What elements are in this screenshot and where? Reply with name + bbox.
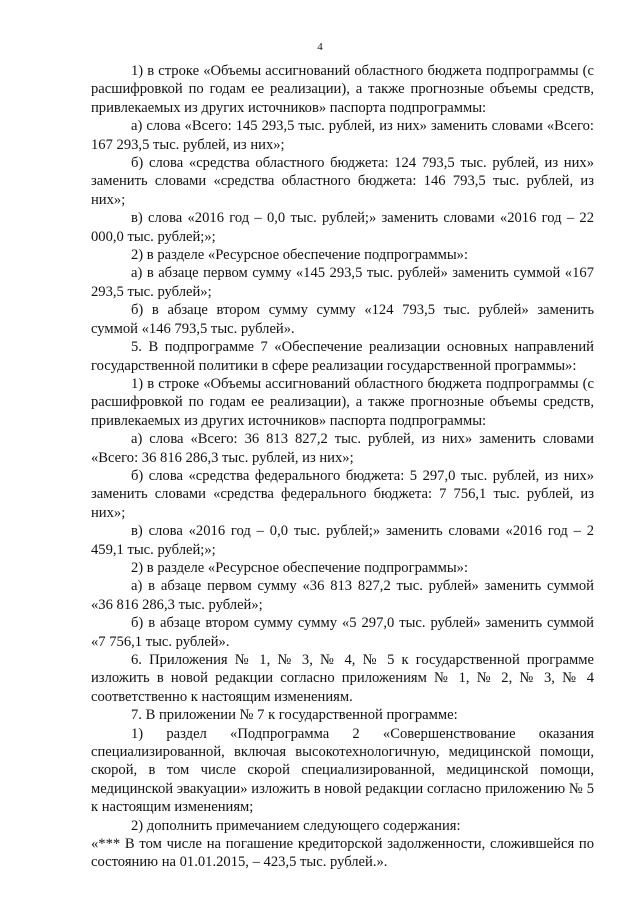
paragraph: а) в абзаце первом сумму «36 813 827,2 тыс. рублей» заменить суммой «36 816 286,3 тыс. рублей»; [91,578,594,613]
paragraph: б) слова «средства федерального бюджета: 5 297,0 тыс. рублей, из них» заменить словами «средства федерального бюджета: 7 756,1 тыс. рублей, из них»; [91,467,594,521]
paragraph: б) слова «средства областного бюджета: 124 793,5 тыс. рублей, из них» заменить словами «средства областного бюджета: 146 793,5 тыс. рублей, из них»; [91,155,594,208]
paragraph: 7. В приложении № 7 к государственной программе: [131,707,458,724]
paragraph: 2) дополнить примечанием следующего содержания: [131,817,461,834]
paragraph: а) слова «Всего: 36 813 827,2 тыс. рублей, из них» заменить словами «Всего: 36 816 286,3 тыс. рублей, из них»; [91,431,594,466]
paragraph: б) в абзаце втором сумму сумму «124 793,5 тыс. рублей» заменить суммой «146 793,5 тыс. рублей». [91,302,594,337]
paragraph: в) слова «2016 год – 0,0 тыс. рублей;» заменить словами «2016 год – 2 459,1 тыс. рублей;»; [91,523,594,558]
paragraph: 1) в строке «Объемы ассигнований областного бюджета подпрограммы (с расшифровкой по годам ее реализации), а также прогнозные объемы средств, привлекаемых из других источников» паспорта подпрограммы: [91,63,594,116]
paragraph: а) в абзаце первом сумму «145 293,5 тыс. рублей» заменить суммой «167 293,5 тыс. рублей»; [91,265,594,300]
paragraph: «*** В том числе на погашение кредиторской задолженности, сложившейся по состоянию на 01.01.2015, – 423,5 тыс. рублей.». [91,836,594,871]
paragraph: в) слова «2016 год – 0,0 тыс. рублей;» заменить словами «2016 год – 22 000,0 тыс. рублей;»; [91,210,594,245]
paragraph: 6. Приложения № 1, № 3, № 4, № 5 к государственной программе изложить в новой редакции согласно приложениям № 1, № 2, № 3, № 4 соответственно к настоящим изменениям. [91,652,594,705]
paragraph: 2) в разделе «Ресурсное обеспечение подпрограммы»: [131,559,468,576]
paragraph: а) слова «Всего: 145 293,5 тыс. рублей, из них» заменить словами «Всего: 167 293,5 тыс. рублей, из них»; [91,118,594,153]
paragraph: 5. В подпрограмме 7 «Обеспечение реализации основных направлений государственной политики в сфере реализации государственной программы»: [91,339,594,374]
paragraph: б) в абзаце втором сумму сумму «5 297,0 тыс. рублей» заменить суммой «7 756,1 тыс. рублей». [91,615,594,650]
paragraph: 1) раздел «Подпрограмма 2 «Совершенствование оказания специализированной, включая высокотехнологичную, медицинской помощи, скорой, в том числе скорой специализированной, медицинской помощи, медицинской эвакуации» изложить в новой редакции согласно приложению № 5 к настоящим изменениям; [91,725,594,816]
page-number: 4 [317,41,323,53]
document-body [91,62,594,872]
paragraph: 2) в разделе «Ресурсное обеспечение подпрограммы»: [131,247,468,264]
paragraph: 1) в строке «Объемы ассигнований областного бюджета подпрограммы (с расшифровкой по годам ее реализации), а также прогнозные объемы средств, привлекаемых из других источников» паспорта подпрограммы: [91,375,594,429]
